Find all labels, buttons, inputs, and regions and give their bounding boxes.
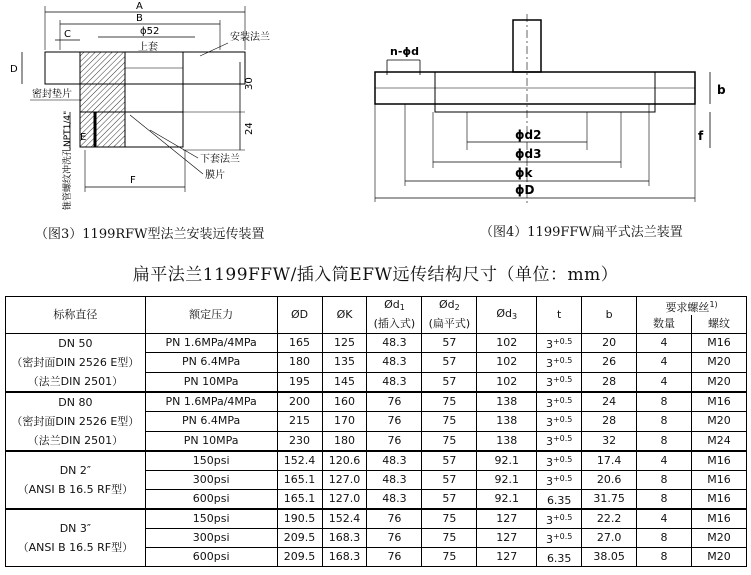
cell-K: 135 [322,353,367,372]
cell-t: $3^{+0.5}$ [537,451,582,471]
t-tolerance: +0.5 [552,375,573,385]
cell-d3: 127 [477,529,537,548]
cell-d3: 102 [477,372,537,392]
cell-D: 195 [277,372,322,392]
cell-d3: 92.1 [477,490,537,510]
cell-t: $3^{+0.5}$ [537,412,582,431]
dim-phi52-label: ϕ52 [140,26,160,37]
header-b: b [582,297,637,334]
cell-thread: M20 [692,353,747,372]
cell-pressure: PN 1.6MPa/4MPa [145,334,277,353]
cell-d2: 57 [422,334,477,353]
dimension-table [5,296,747,567]
cell-d2: 75 [422,412,477,431]
cell-b: 32 [582,431,637,451]
cell-thread: M16 [692,490,747,510]
cell-d1: 76 [367,431,422,451]
cell-pressure: PN 6.4MPa [145,412,277,431]
cell-b: 31.75 [582,490,637,510]
header-d2-note: (扁平式) [422,315,477,334]
nominal-diameter-cell [6,451,146,509]
cell-K: 127.0 [322,490,367,510]
dim-a-label: A [136,1,143,12]
cell-t: $3^{+0.5}$ [537,529,582,548]
cell-thread: M16 [692,451,747,471]
cell-qty: 4 [637,451,692,471]
cell-pressure: 600psi [145,548,277,567]
nominal-line: （密封面DIN 2526 E型） [11,415,140,428]
cell-d3: 138 [477,412,537,431]
cell-d1: 76 [367,529,422,548]
cell-d3: 102 [477,353,537,372]
cell-t: $3^{+0.5}$ [537,372,582,392]
cell-D: 230 [277,431,322,451]
t-tolerance: +0.5 [552,531,573,541]
cell-d1: 48.3 [367,490,422,510]
cell-d2: 57 [422,471,477,490]
cell-d2: 57 [422,451,477,471]
cell-D: 190.5 [277,509,322,529]
header-d2: $Ød_2$ [422,297,477,316]
cell-b: 22.2 [582,509,637,529]
cell-pressure: 300psi [145,529,277,548]
cell-d1: 48.3 [367,471,422,490]
figure-4-drawing [365,0,751,215]
cell-b: 24 [582,392,637,412]
t-tolerance: +0.5 [552,512,573,522]
t-tolerance: +0.5 [552,395,573,405]
cell-d3: 138 [477,431,537,451]
cell-qty: 4 [637,353,692,372]
cell-pressure: PN 10MPa [145,372,277,392]
table-row [6,509,747,529]
nominal-line: （ANSI B 16.5 RF型） [17,541,134,554]
cell-d1: 48.3 [367,334,422,353]
dim-f-label: f [698,129,704,143]
cell-t: $3^{+0.5}$ [537,334,582,353]
dim-f-label: F [130,175,136,186]
cell-pressure: PN 6.4MPa [145,353,277,372]
diaphragm-label: 膜片 [205,170,225,181]
figure-3-drawing [0,0,300,225]
cell-qty: 8 [637,529,692,548]
dim-b-label: b [717,83,726,97]
t-tolerance: +0.5 [552,434,573,444]
cell-pressure: 150psi [145,509,277,529]
cell-thread: M20 [692,372,747,392]
table-title: 扁平法兰1199FFW/插入筒EFW远传结构尺寸（单位：mm） [132,265,619,285]
cell-pressure: 300psi [145,471,277,490]
table-row [6,451,747,471]
cell-thread: M16 [692,509,747,529]
cell-pressure: 600psi [145,490,277,510]
cell-d3: 102 [477,334,537,353]
cell-K: 145 [322,372,367,392]
cell-d3: 127 [477,509,537,529]
cell-d2: 75 [422,431,477,451]
cell-qty: 8 [637,490,692,510]
nominal-diameter-cell [6,392,146,451]
cell-b: 28 [582,372,637,392]
cell-K: 127.0 [322,471,367,490]
cell-D: 180 [277,353,322,372]
nominal-line: （ANSI B 16.5 RF型） [17,483,134,496]
header-d1-note: (插入式) [367,315,422,334]
cell-d2: 75 [422,548,477,567]
cell-thread: M16 [692,392,747,412]
t-tolerance: +0.5 [552,414,573,424]
lower-flange-label: 下套法兰 [200,154,240,165]
cell-thread: M20 [692,529,747,548]
cell-t: $3^{+0.5}$ [537,392,582,412]
cell-thread: M20 [692,548,747,567]
cell-D: 215 [277,412,322,431]
cell-b: 28 [582,412,637,431]
dim-d-label: D [10,64,18,75]
seal-gasket-label: 密封垫片 [32,89,72,100]
header-k: ØK [322,297,367,334]
cell-pressure: 150psi [145,451,277,471]
cell-d2: 75 [422,529,477,548]
header-bolts: 要求螺丝$^{1)}$ [637,297,747,316]
cell-qty: 4 [637,372,692,392]
nominal-diameter-cell [6,334,146,393]
cell-D: 152.4 [277,451,322,471]
dim-nd-label: n-ϕd [390,45,420,58]
cell-qty: 4 [637,334,692,353]
cell-d2: 75 [422,392,477,412]
figure-3-caption: （图3）1199RFW型法兰安装远传装置 [35,227,265,242]
nominal-line: （法兰DIN 2501） [27,375,124,388]
cell-qty: 8 [637,548,692,567]
cell-d1: 48.3 [367,353,422,372]
nominal-line: DN 50 [58,337,93,350]
cell-d3: 92.1 [477,471,537,490]
cell-d2: 57 [422,353,477,372]
cell-d1: 76 [367,412,422,431]
t-tolerance: +0.5 [552,336,573,346]
dim-d2-label: ϕd2 [515,128,542,142]
cell-qty: 8 [637,412,692,431]
cell-d1: 48.3 [367,372,422,392]
cell-K: 160 [322,392,367,412]
figure-4-svg [365,0,751,215]
cell-b: 20 [582,334,637,353]
dim-b-label: B [136,13,143,24]
header-qty: 数量 [637,315,692,334]
figure-3-svg [0,0,300,225]
cell-D: 209.5 [277,548,322,567]
nominal-diameter-cell [6,509,146,567]
cell-d1: 76 [367,548,422,567]
cell-d2: 57 [422,372,477,392]
cell-thread: M16 [692,471,747,490]
header-d3: $Ød_3$ [477,297,537,334]
nominal-line: DN 3″ [59,522,92,535]
dim-24-label: 24 [244,122,255,135]
header-t: t [537,297,582,334]
cell-d3: 138 [477,392,537,412]
cell-t: $3^{+0.5}$ [537,509,582,529]
cell-thread: M16 [692,334,747,353]
dim-e-label: E [80,132,87,143]
upper-sleeve-label: 上套 [138,42,158,53]
header-nominal: 标称直径 [6,297,146,334]
dim-d3-label: ϕd3 [515,147,542,161]
flush-hole-note: 锥管螺纹冲洗孔NPT1/4" [63,110,73,210]
cell-d1: 48.3 [367,451,422,471]
cell-d1: 76 [367,509,422,529]
dim-c-label: C [64,29,71,40]
t-tolerance: +0.5 [552,454,573,464]
cell-d3: 92.1 [477,451,537,471]
t-tolerance: +0.5 [552,473,573,483]
cell-b: 17.4 [582,451,637,471]
install-flange-label: 安装法兰 [230,32,270,43]
cell-qty: 4 [637,509,692,529]
cell-K: 120.6 [322,451,367,471]
cell-t: $3^{+0.5}$ [537,353,582,372]
cell-t: $3^{+0.5}$ [537,471,582,490]
figure-4-caption: （图4）1199FFW扁平式法兰装置 [480,225,683,240]
cell-qty: 8 [637,392,692,412]
header-d: ØD [277,297,322,334]
cell-qty: 8 [637,431,692,451]
table-body [6,334,747,567]
dim-bigd-label: ϕD [515,183,535,197]
cell-D: 200 [277,392,322,412]
header-thread: 螺纹 [692,315,747,334]
dim-30-label: 30 [244,77,255,90]
cell-D: 209.5 [277,529,322,548]
cell-D: 165.1 [277,471,322,490]
cell-d1: 76 [367,392,422,412]
dim-k-label: ϕk [515,166,533,180]
header-d1: $Ød_1$ [367,297,422,316]
cell-pressure: PN 10MPa [145,431,277,451]
cell-d2: 57 [422,490,477,510]
cell-b: 38.05 [582,548,637,567]
cell-t: 6.35 [537,490,582,510]
table-row [6,334,747,353]
cell-d2: 75 [422,509,477,529]
cell-b: 27.0 [582,529,637,548]
cell-K: 152.4 [322,509,367,529]
cell-thread: M20 [692,412,747,431]
cell-K: 168.3 [322,529,367,548]
cell-D: 165.1 [277,490,322,510]
cell-b: 20.6 [582,471,637,490]
cell-pressure: PN 1.6MPa/4MPa [145,392,277,412]
cell-b: 26 [582,353,637,372]
nominal-line: （法兰DIN 2501） [27,434,124,447]
cell-thread: M24 [692,431,747,451]
cell-K: 125 [322,334,367,353]
cell-K: 180 [322,431,367,451]
cell-t: $3^{+0.5}$ [537,431,582,451]
nominal-line: DN 80 [58,396,93,409]
nominal-line: DN 2″ [59,464,92,477]
table-row [6,392,747,412]
nominal-line: （密封面DIN 2526 E型） [11,356,140,369]
cell-d3: 127 [477,548,537,567]
cell-t: 6.35 [537,548,582,567]
cell-D: 165 [277,334,322,353]
cell-K: 170 [322,412,367,431]
t-tolerance: +0.5 [552,355,573,365]
header-pressure: 额定压力 [145,297,277,334]
cell-qty: 8 [637,471,692,490]
cell-K: 168.3 [322,548,367,567]
